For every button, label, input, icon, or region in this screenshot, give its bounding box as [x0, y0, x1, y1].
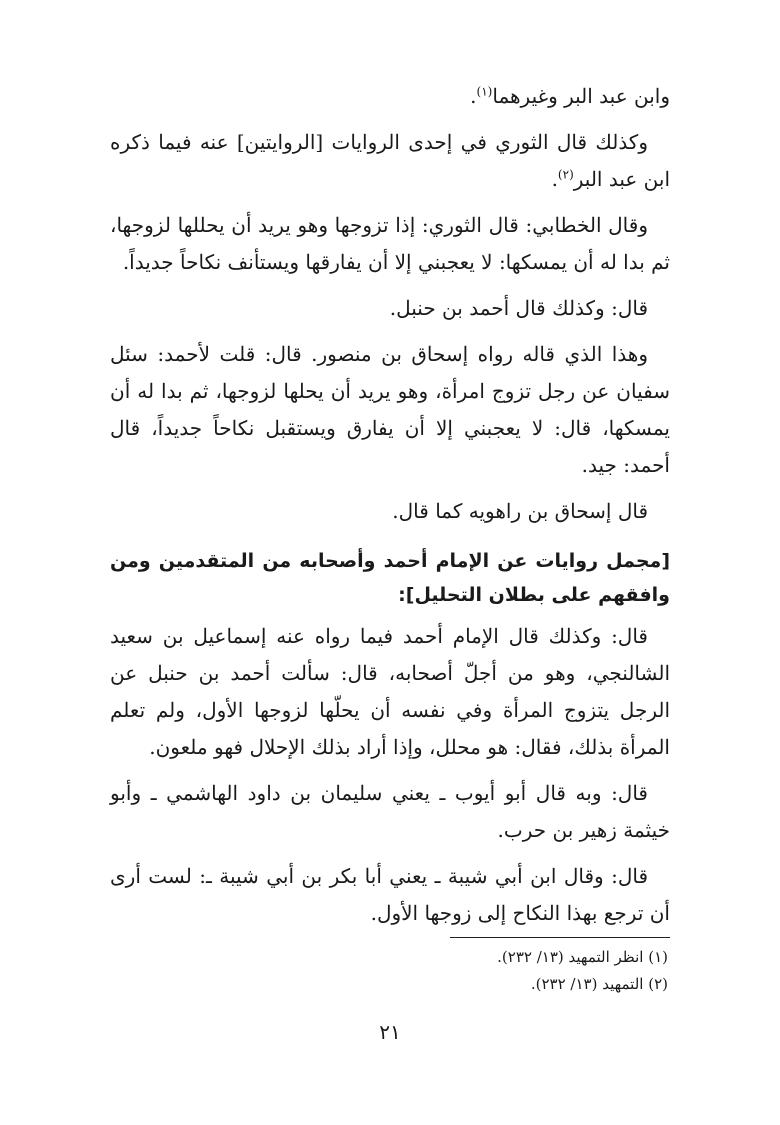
paragraph-8: قال: وبه قال أبو أيوب ـ يعني سليمان بن داود الهاشمي ـ وأبو خيثمة زهير بن حرب. — [110, 781, 670, 842]
paragraph-7: قال: وكذلك قال الإمام أحمد فيما رواه عنه إسماعيل بن سعيد الشالنجي، وهو من أجلّ أصحابه، قال: سألت أحمد بن حنبل عن الرجل يتزوج المرأة وفي نفسه أن يحلّها لزوجها الأول، ولم تعلم المرأة بذلك، فقال: هو محلل، وإذا أراد بذلك الإحلال فهو ملعون. — [110, 624, 670, 759]
paragraph-1: وابن عبد البر وغيرهما$^{(١)}$. — [470, 84, 670, 108]
footnote-divider — [450, 937, 670, 938]
paragraph-9: قال: وقال ابن أبي شيبة ـ يعني أبا بكر بن أبي شيبة ـ: لست أرى أن ترجع بهذا النكاح إلى زوجها الأول. — [110, 864, 670, 925]
footnote-2: (٢) التمهيد (١٣/ ٢٣٢). — [530, 975, 668, 993]
paragraph-4: قال: وكذلك قال أحمد بن حنبل. — [389, 296, 648, 320]
paragraph-3: وقال الخطابي: قال الثوري: إذا تزوجها وهو يريد أن يحللها لزوجها، ثم بدا له أن يمسكها: لا يعجبني إلا أن يفارقها ويستأنف نكاحاً جديداً. — [110, 213, 670, 274]
paragraph-2: وكذلك قال الثوري في إحدى الروايات [الروايتين] عنه فيما ذكره ابن عبد البر$^{(٢)}$. — [110, 130, 670, 191]
footnote-1: (١) انظر التمهيد (١٣/ ٢٣٢). — [497, 948, 668, 966]
footnote-marker-1: (١) — [476, 84, 493, 99]
paragraph-6: قال إسحاق بن راهويه كما قال. — [392, 499, 648, 523]
section-heading: [مجمل روايات عن الإمام أحمد وأصحابه من المتقدمين ومن وافقهم على بطلان التحليل]: — [110, 550, 670, 606]
main-text — [110, 78, 670, 941]
paragraph-5: وهذا الذي قاله رواه إسحاق بن منصور. قال: قلت لأحمد: سئل سفيان عن رجل تزوج امرأة، وهو يريد أن يحلها لزوجها، ثم بدا له أن يمسكها، قال: لا يعجبني إلا أن يفارق ويستقبل نكاحاً جديداً، قال أحمد: جيد. — [110, 342, 670, 477]
footnote-marker-2: (٢) — [557, 167, 574, 182]
page-number: ٢١ — [379, 1020, 401, 1044]
footnotes — [110, 944, 668, 998]
